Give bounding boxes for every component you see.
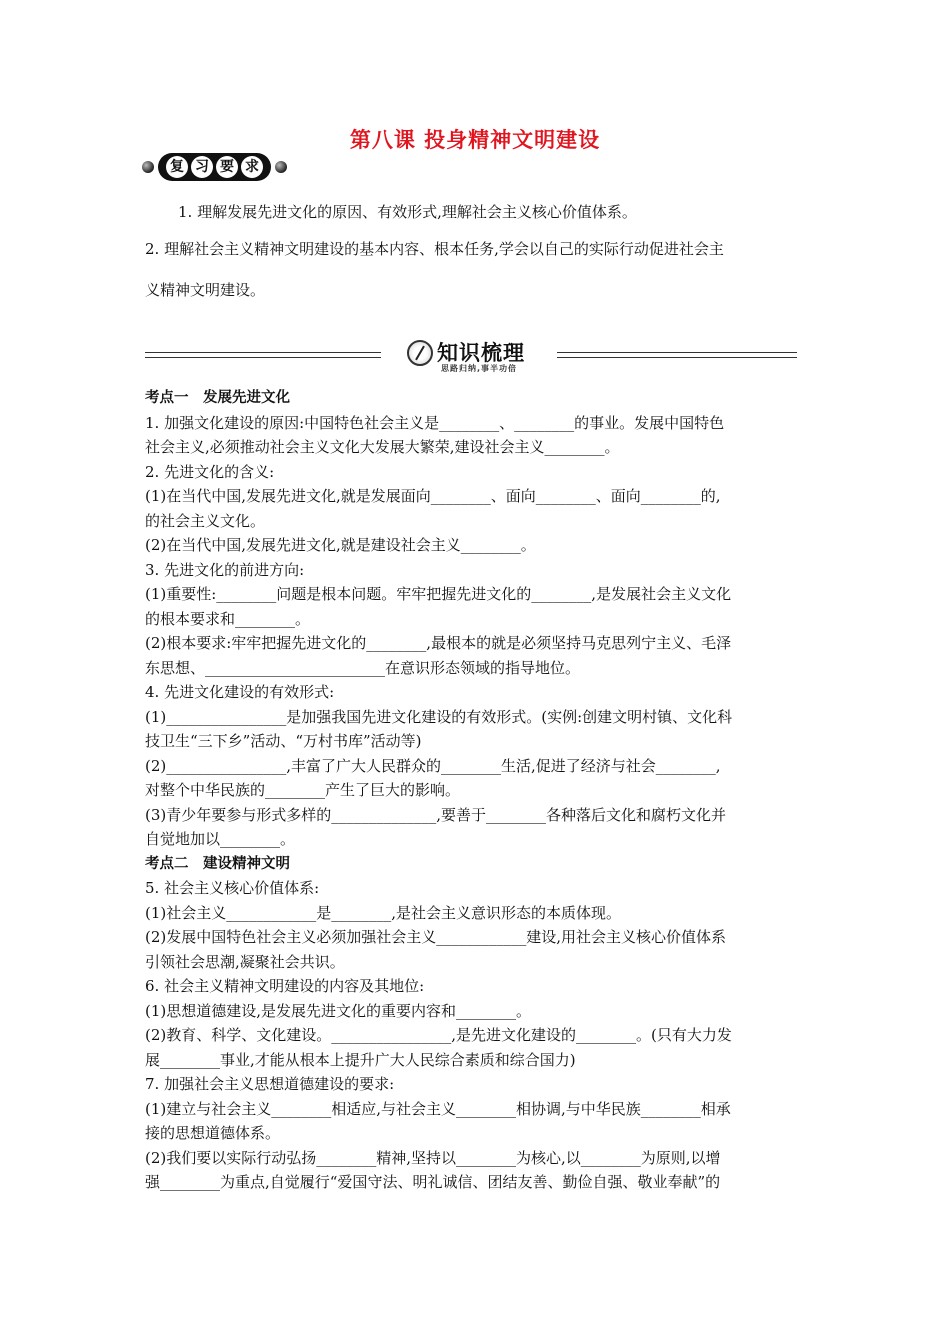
text-line: 引领社会思潮,凝聚社会共识。 xyxy=(145,952,345,971)
text-line: (1)重要性:________问题是根本问题。牢牢把握先进文化的________,是发展社会主义文化 xyxy=(145,585,732,603)
text-line: (2)________________,丰富了广大人民群众的________生活,促进了经济与社会________, xyxy=(145,756,721,775)
text-line: (1)________________是加强我国先进文化建设的有效形式。(实例:创建文明村镇、文化科 xyxy=(145,707,733,726)
badge-char: 要 xyxy=(216,156,238,178)
text-line: (1)在当代中国,发展先进文化,就是发展面向________、面向________、面向________的, xyxy=(145,487,721,505)
text-line: 5. 社会主义核心价值体系: xyxy=(145,879,320,897)
knowledge-content xyxy=(145,386,813,1195)
dot-icon xyxy=(142,161,154,173)
badge-char: 习 xyxy=(191,156,213,178)
dot-icon xyxy=(275,161,287,173)
requirement-1: 1. 理解发展先进文化的原因、有效形式,理解社会主义核心价值体系。 xyxy=(178,203,637,221)
requirement-2-cont: 义精神文明建设。 xyxy=(145,281,266,299)
text-line: 3. 先进文化的前进方向: xyxy=(145,560,305,579)
text-line: (2)根本要求:牢牢把握先进文化的________,最根本的就是必须坚持马克思列宁主义、毛泽 xyxy=(145,634,732,652)
text-line: 强________为重点,自觉履行“爱国守法、明礼诚信、团结友善、勤俭自强、敬业奉献”的 xyxy=(145,1173,721,1191)
text-line: 展________事业,才能从根本上提升广大人民综合素质和综合国力) xyxy=(145,1050,576,1069)
section-title: 知识梳理 xyxy=(437,341,525,365)
page-title: 第八课 投身精神文明建设 xyxy=(349,127,601,152)
divider xyxy=(145,352,381,358)
text-line: (1)建立与社会主义________相适应,与社会主义________相协调,与中华民族________相承 xyxy=(145,1099,731,1118)
text-line: 接的思想道德体系。 xyxy=(145,1124,281,1142)
text-line: 的根本要求和________。 xyxy=(145,609,311,628)
text-line: (2)我们要以实际行动弘扬________精神,坚持以________为核心,以________为原则,以增 xyxy=(145,1148,721,1167)
topic-heading: 考点二 建设精神文明 xyxy=(145,855,290,872)
text-line: (2)在当代中国,发展先进文化,就是建设社会主义________。 xyxy=(145,536,536,554)
requirement-2: 2. 理解社会主义精神文明建设的基本内容、根本任务,学会以自己的实际行动促进社会主 xyxy=(145,240,724,258)
divider xyxy=(557,352,797,358)
badge-char: 复 xyxy=(166,156,188,178)
text-line: 2. 先进文化的含义: xyxy=(145,462,275,481)
topic-heading: 考点一 发展先进文化 xyxy=(145,390,290,406)
text-line: 的社会主义文化。 xyxy=(145,511,266,530)
text-line: 7. 加强社会主义思想道德建设的要求: xyxy=(145,1075,395,1093)
review-requirements-badge xyxy=(142,153,287,181)
text-line: 1. 加强文化建设的原因:中国特色社会主义是________、________的事业。发展中国特色 xyxy=(145,413,725,432)
text-line: 技卫生“三下乡”活动、“万村书库”活动等) xyxy=(145,732,422,750)
section-subtitle: 思路归纳,事半功倍 xyxy=(441,364,518,373)
text-line: 社会主义,必须推动社会主义文化大发展大繁荣,建设社会主义________。 xyxy=(145,438,620,456)
text-line: 6. 社会主义精神文明建设的内容及其地位: xyxy=(145,977,425,995)
text-line: (1)社会主义____________是________,是社会主义意识形态的本质体现。 xyxy=(145,903,622,922)
text-line: 对整个中华民族的________产生了巨大的影响。 xyxy=(145,781,461,799)
text-line: (1)思想道德建设,是发展先进文化的重要内容和________。 xyxy=(145,1001,532,1020)
text-line: 东思想、________________________在意识形态领域的指导地位。 xyxy=(145,658,581,677)
badge-char: 求 xyxy=(241,156,263,178)
compass-icon xyxy=(407,340,433,366)
text-line: (3)青少年要参与形式多样的______________,要善于________各种落后文化和腐朽文化并 xyxy=(145,805,727,824)
text-line: 自觉地加以________。 xyxy=(145,830,296,848)
text-line: 4. 先进文化建设的有效形式: xyxy=(145,683,335,701)
text-line: (2)教育、科学、文化建设。________________,是先进文化建设的________。(只有大力发 xyxy=(145,1026,732,1044)
text-line: (2)发展中国特色社会主义必须加强社会主义____________建设,用社会主义核心价值体系 xyxy=(145,928,727,946)
section-header-knowledge xyxy=(145,338,797,372)
